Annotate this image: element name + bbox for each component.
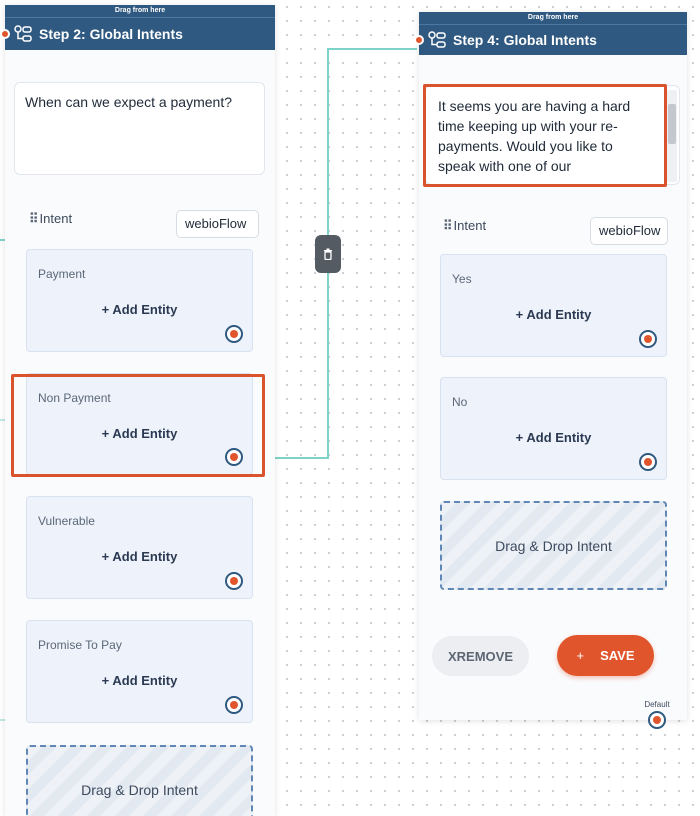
remove-button[interactable]: XREMOVE [432, 636, 529, 676]
intent-drop-zone[interactable] [26, 745, 253, 816]
highlight-non-payment [11, 374, 265, 477]
message-box[interactable] [14, 82, 265, 175]
flow-select[interactable]: webioFlow [176, 210, 259, 238]
intent-name: Payment [38, 267, 86, 281]
output-port[interactable] [225, 325, 243, 343]
save-button[interactable] [557, 635, 654, 676]
flow-icon [427, 30, 447, 50]
drop-zone-label: Drag & Drop Intent [495, 537, 612, 554]
delete-connection-button[interactable] [315, 235, 341, 273]
default-output-port[interactable] [648, 711, 666, 729]
input-port[interactable] [0, 29, 10, 39]
add-entity-button[interactable]: + Add Entity [515, 430, 592, 445]
intent-drop-zone[interactable] [440, 501, 667, 590]
drop-zone-label: Drag & Drop Intent [81, 782, 198, 798]
drag-handle[interactable]: Drag from here [5, 5, 275, 17]
intent-name: Vulnerable [38, 514, 95, 528]
message-text: When can we expect a payment? [25, 94, 233, 110]
grip-icon[interactable]: ⠿ [29, 211, 38, 226]
intent-label: ⠿ Intent [29, 211, 73, 226]
intent-name: Promise To Pay [38, 638, 122, 652]
intent-card-vulnerable[interactable] [26, 496, 253, 599]
drag-handle[interactable]: Drag from here [419, 12, 687, 24]
node-title: Step 4: Global Intents [453, 32, 597, 48]
highlight-message [423, 84, 667, 187]
grip-icon[interactable]: ⠿ [443, 218, 452, 233]
intent-card-no[interactable] [440, 377, 667, 480]
intent-name: No [452, 395, 468, 409]
trash-icon [323, 248, 333, 260]
intent-name: Yes [452, 272, 472, 286]
node-header[interactable] [5, 17, 275, 50]
input-port[interactable] [414, 35, 424, 45]
message-line: time keeping up with your re- [438, 118, 618, 134]
output-port[interactable] [225, 572, 243, 590]
add-entity-button[interactable]: + Add Entity [101, 302, 178, 317]
intent-card-yes[interactable] [440, 254, 667, 357]
output-port[interactable] [225, 696, 243, 714]
add-entity-button[interactable]: + Add Entity [515, 307, 592, 322]
output-port[interactable] [639, 453, 657, 471]
scroll-thumb[interactable] [668, 104, 676, 144]
add-entity-button[interactable]: + Add Entity [101, 549, 178, 564]
intent-section [425, 203, 681, 618]
intent-name: Non Payment [38, 391, 111, 405]
message-line: It seems you are having a hard [438, 98, 631, 114]
plus-icon: + [576, 648, 585, 663]
message-line: payments. Would you like to [438, 138, 613, 154]
intent-label: ⠿ Intent [443, 218, 487, 233]
add-entity-button[interactable]: + Add Entity [101, 673, 178, 688]
intent-card-promise-to-pay[interactable] [26, 620, 253, 723]
intent-section [5, 195, 275, 815]
output-port[interactable] [639, 330, 657, 348]
save-label: SAVE [600, 648, 635, 663]
add-entity-button[interactable]: + Add Entity [101, 426, 178, 441]
flow-icon [13, 24, 33, 44]
default-port-label: Default [644, 700, 670, 709]
node-header[interactable] [419, 24, 687, 55]
intent-card-payment[interactable] [26, 249, 253, 352]
flow-select[interactable]: webioFlow [590, 217, 668, 245]
message-scrollbar[interactable] [667, 90, 677, 182]
node-title: Step 2: Global Intents [39, 26, 183, 42]
message-line: speak with one of our [438, 158, 572, 174]
